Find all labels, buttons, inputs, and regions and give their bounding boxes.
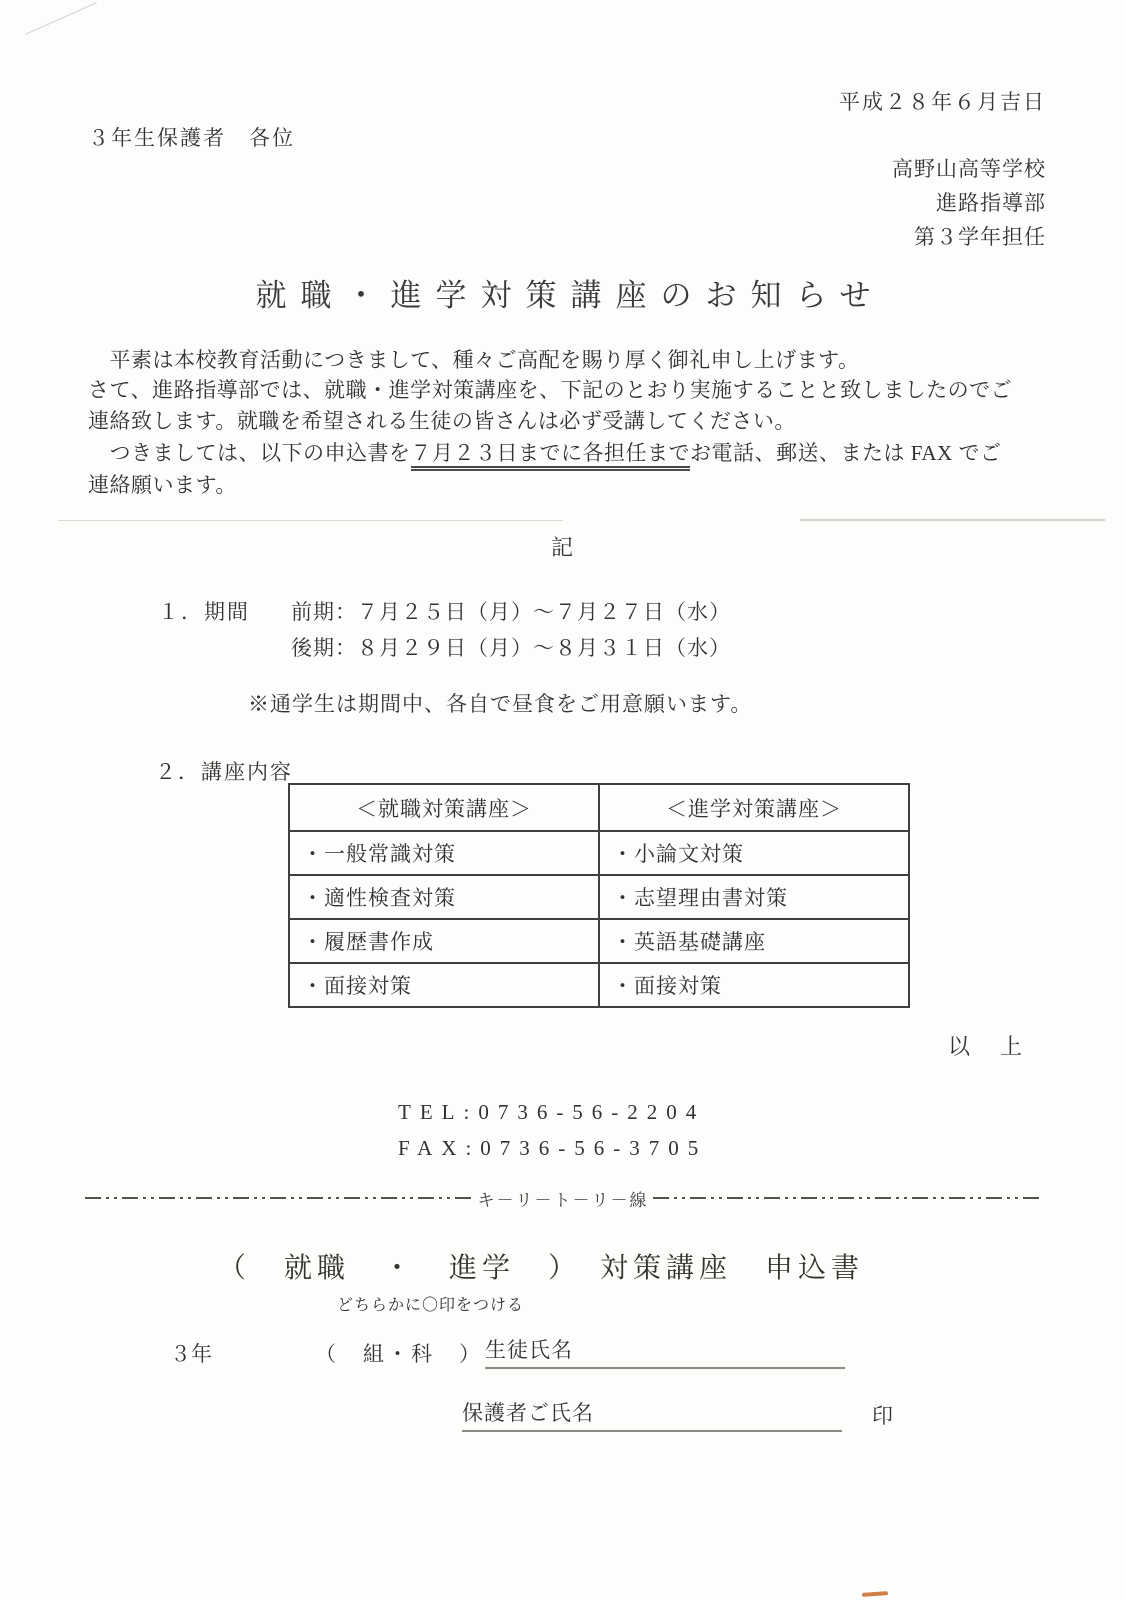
table-cell: ・適性検査対策	[289, 875, 599, 919]
table-cell: ・面接対策	[599, 963, 909, 1007]
body-paragraph-line-3: 連絡致します。就職を希望される生徒の皆さんは必ず受講してください。	[88, 409, 796, 433]
course-table-header-row	[289, 784, 909, 831]
sender-department: 進路指導部	[936, 191, 1046, 215]
tel-number: TEL:0736-56-2204	[398, 1100, 706, 1124]
orange-scan-mark	[862, 1591, 888, 1597]
sender-role: 第３学年担任	[914, 225, 1046, 249]
sender-school: 高野山高等学校	[892, 157, 1046, 181]
section2-heading: ２．講座内容	[155, 760, 293, 784]
document-title: 就職・進学対策講座のお知らせ	[255, 278, 885, 313]
fax-number: FAX:0736-56-3705	[398, 1136, 708, 1160]
notice-marker: 記	[550, 535, 575, 560]
table-cell: ・履歴書作成	[289, 919, 599, 963]
advancement-course-header: ＜進学対策講座＞	[599, 784, 909, 831]
table-row	[289, 875, 909, 919]
body-paragraph-line-1: 平素は本校教育活動につきまして、種々ご高配を賜り厚く御礼申し上げます。	[88, 348, 860, 372]
table-row	[289, 831, 909, 875]
scan-artifact-line-right	[800, 519, 1105, 521]
guardian-name-label: 保護者ご氏名	[462, 1401, 594, 1425]
cut-line-dashes-right	[653, 1197, 1042, 1199]
recipient: ３年生保護者 各位	[88, 126, 295, 150]
circle-instruction: どちらかに〇印をつける	[337, 1297, 525, 1314]
lunch-note: ※通学生は期間中、各自で昼食をご用意願います。	[248, 692, 753, 716]
deadline-sentence-pre: つきましては、以下の申込書を	[88, 441, 411, 465]
application-form-title: （ 就職 ・ 進学 ） 対策講座 申込書	[218, 1253, 865, 1284]
student-name-label: 生徒氏名	[485, 1338, 573, 1362]
cut-line-dashes-left	[85, 1197, 474, 1199]
grade-label: ３年	[170, 1342, 212, 1366]
table-cell: ・面接対策	[289, 963, 599, 1007]
table-cell: ・英語基礎講座	[599, 919, 909, 963]
pencil-scan-mark	[25, 2, 97, 35]
body-paragraph-line-5: 連絡願います。	[88, 473, 237, 497]
cut-line	[85, 1186, 1041, 1210]
table-row	[289, 919, 909, 963]
scan-artifact-line-left	[58, 520, 563, 521]
student-name-blank	[485, 1334, 845, 1369]
guardian-name-blank	[462, 1397, 842, 1432]
cut-line-label: キ－リ－ト－リ－線	[477, 1190, 649, 1210]
section1-heading: １．期間	[158, 600, 250, 624]
deadline-sentence-post: お電話、郵送、または FAX でご	[690, 441, 1002, 465]
first-term-dates: 前期：７月２５日（月）～７月２７日（水）	[291, 600, 731, 624]
seal-label: 印	[872, 1404, 893, 1428]
sender-block	[892, 152, 1046, 254]
class-department-field: （ 組・科 ）	[315, 1342, 483, 1366]
document-date: 平成２８年６月吉日	[839, 90, 1046, 114]
table-cell: ・一般常識対策	[289, 831, 599, 875]
body-paragraph-line-2: さて、進路指導部では、就職・進学対策講座を、下記のとおり実施することと致しましたのでご	[88, 378, 1013, 402]
deadline-underlined-text: ７月２３日までに各担任まで	[411, 441, 691, 471]
closing-ijou: 以 上	[947, 1034, 1026, 1059]
second-term-dates: 後期：８月２９日（月）～８月３１日（水）	[291, 636, 731, 660]
employment-course-header: ＜就職対策講座＞	[289, 784, 599, 831]
body-paragraph-line-4	[88, 437, 1063, 467]
table-row	[289, 963, 909, 1007]
table-cell: ・小論文対策	[599, 831, 909, 875]
course-table	[288, 783, 910, 1008]
table-cell: ・志望理由書対策	[599, 875, 909, 919]
